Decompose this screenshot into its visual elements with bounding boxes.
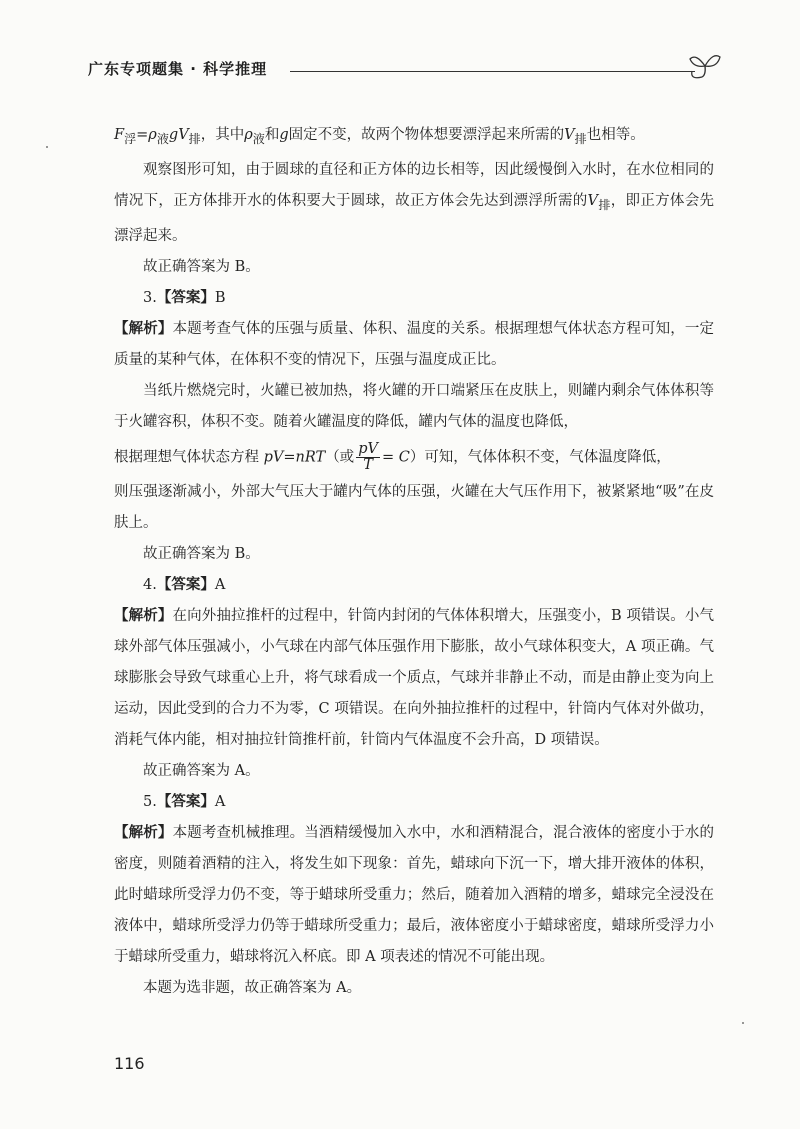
analysis-text: 本题考查气体的压强与质量、体积、温度的关系。根据理想气体状态方程可知，一定质量的某种气体，在体积不变的情况下，压强与温度成正比。	[114, 320, 715, 368]
paragraph-observation	[114, 155, 714, 252]
analysis-tag: 【解析】	[114, 320, 173, 337]
scan-speck	[46, 146, 48, 148]
analysis-q4	[114, 601, 714, 756]
sub-ye: 液	[156, 131, 169, 146]
var-rho: ρ	[148, 127, 157, 143]
text: ，其中	[200, 127, 245, 143]
var-v: V	[587, 192, 599, 209]
conclusion-q3: 故正确答案为 B。	[143, 546, 260, 563]
analysis-tag: 【解析】	[114, 825, 173, 842]
answer-tag: 【答案】	[156, 577, 215, 594]
sub-pai: 排	[574, 131, 587, 146]
fraction-numerator: pV	[358, 440, 378, 457]
paragraph-buoyancy-formula	[114, 120, 714, 155]
answer-tag: 【答案】	[156, 794, 215, 811]
text: 也相等。	[586, 127, 645, 143]
sub-fu: 浮	[124, 131, 137, 146]
var-rho: ρ	[244, 127, 253, 143]
text: 和	[264, 127, 280, 143]
text: 可知，气体体积不变，气体温度降低，	[424, 449, 671, 466]
formula-eq: = C	[381, 449, 410, 466]
conclusion-q5: 本题为选非题，故正确答案为 A。	[143, 980, 362, 997]
page-header	[88, 50, 728, 86]
sub-pai: 排	[188, 131, 201, 146]
text: ）	[409, 449, 425, 466]
answer-value: A	[214, 577, 226, 594]
formula: pV=nRT	[263, 449, 326, 466]
var-gv: gV	[168, 127, 189, 143]
conclusion-q4: 故正确答案为 A。	[143, 763, 260, 780]
text: 观察图形可知，由于圆球的直径和正方体的边长相等，因此缓慢倒入水时，在水位相同的情况下，正方体排开水的体积要大于圆球，故正方体会先达到漂浮所需的	[114, 161, 714, 209]
conclusion-q2: 故正确答案为 B。	[143, 258, 260, 275]
fraction-pv-over-t	[356, 442, 380, 473]
analysis-q3	[114, 314, 714, 376]
var-v: V	[564, 127, 575, 143]
question-number: 5.	[143, 794, 157, 811]
fraction-denominator: T	[363, 456, 373, 473]
analysis-q5	[114, 818, 714, 973]
header-rule	[290, 71, 695, 72]
analysis-text: 在向外抽拉推杆的过程中，针筒内封闭的气体体积增大，压强变小，B 项错误。小气球外部气体压强减小，小气球在内部气体压强作用下膨胀，故小气球体积变大，A 项正确。气球膨胀会导致气球重心上升，将气球看成一个质点，气球并非静止不动，而是由静止变为向上运动，因此受到的合力不为零，C 项错误。在向外抽拉推杆的过程中，针筒内气体对外做功，消耗气体内能，相对抽拉针筒推杆前，针筒内气体温度不会升高，D 项错误。	[114, 608, 715, 749]
answer-q3	[114, 283, 714, 314]
text: ，即正方体会先漂浮起来。	[114, 192, 715, 244]
answer-q5	[114, 787, 714, 818]
text: 固定不变，故两个物体想要漂浮起来所需的	[288, 127, 565, 143]
page-content	[114, 120, 714, 1004]
answer-value: A	[214, 794, 226, 811]
question-number: 4.	[143, 577, 157, 594]
sprout-icon	[688, 50, 722, 82]
var-g: g	[279, 127, 289, 143]
sub-ye: 液	[252, 131, 265, 146]
question-number: 3.	[143, 289, 157, 306]
analysis-tag: 【解析】	[114, 608, 173, 625]
equals: =	[136, 127, 149, 143]
text: 根据理想气体状态方程	[114, 449, 264, 466]
analysis-q3-formula	[114, 442, 714, 474]
scan-speck	[742, 1022, 744, 1024]
var-f: F	[114, 127, 125, 143]
answer-value: B	[214, 289, 226, 306]
analysis-text: 本题考查机械推理。当酒精缓慢加入水中，水和酒精混合，混合液体的密度小于水的密度，则随着酒精的注入，将发生如下现象：首先，蜡球向下沉一下，增大排开液体的体积，此时蜡球所受浮力仍不变，等于蜡球所受重力；然后，随着加入酒精的增多，蜡球完全浸没在液体中，蜡球所受浮力仍等于蜡球所受重力；最后，液体密度小于蜡球密度，蜡球所受浮力小于蜡球所受重力，蜡球将沉入杯底。即 A 项表述的情况不可能出现。	[114, 825, 715, 966]
answer-tag: 【答案】	[156, 289, 215, 306]
analysis-q3-end: 则压强逐渐减小，外部大气压大于罐内气体的压强，火罐在大气压作用下，被紧紧地“吸”在皮肤上。	[114, 484, 714, 532]
analysis-q3-cont: 当纸片燃烧完时，火罐已被加热，将火罐的开口端紧压在皮肤上，则罐内剩余气体体积等于火罐容积，体积不变。随着火罐温度的降低，罐内气体的温度也降低，	[114, 382, 714, 430]
text: （或	[325, 449, 355, 466]
header-title: 广东专项题集 · 科学推理	[88, 60, 268, 78]
page-number: 116	[114, 1054, 145, 1073]
sub-pai: 排	[598, 197, 611, 212]
answer-q4	[114, 570, 714, 601]
